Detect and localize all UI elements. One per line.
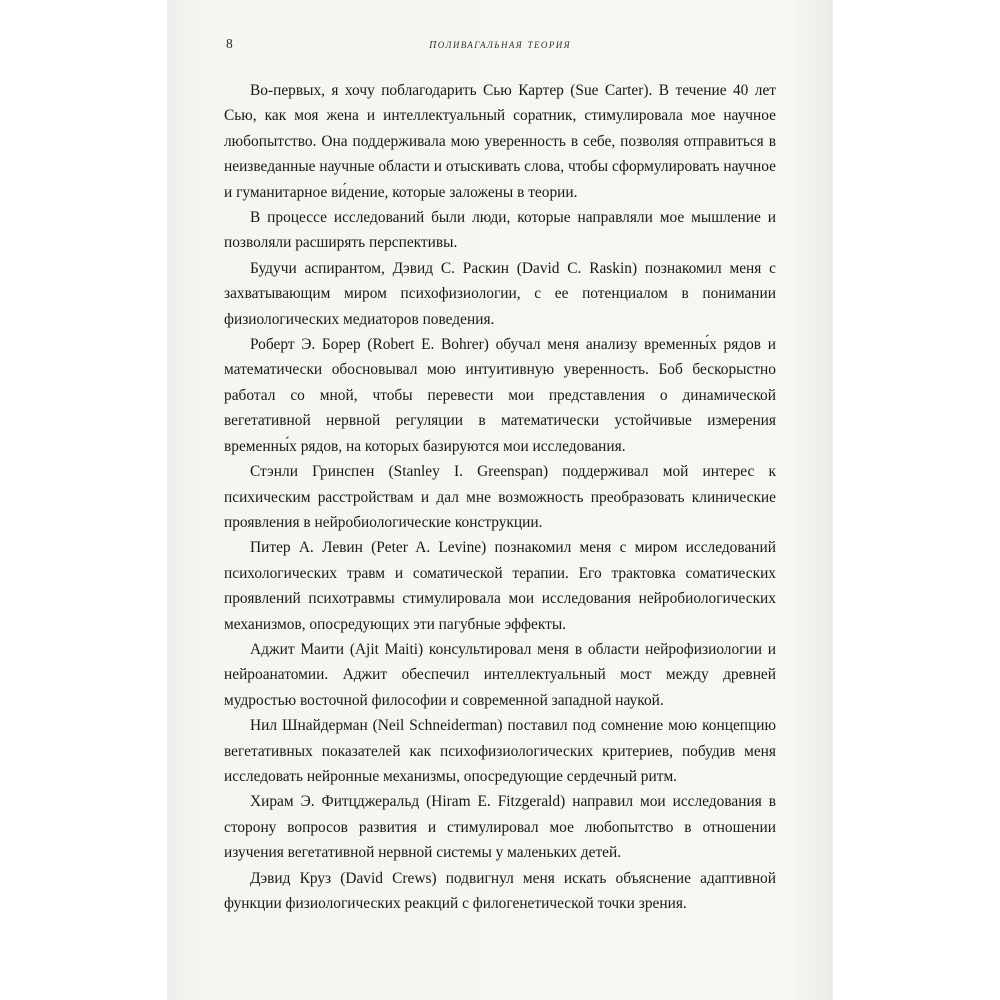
paragraph: Аджит Маити (Ajit Maiti) консультировал меня в области нейрофизиологии и нейроанатомии. Аджит обеспечил интеллектуальный мост между древней мудростью восточной философии и современной западной наукой. (224, 640, 776, 709)
paragraph: Питер А. Левин (Peter A. Levine) познакомил меня с миром исследований психологических травм и соматической терапии. Его трактовка соматических проявлений психотравмы стимулировала мои исследования нейробиологических механизмов, опосредующих эти пагубные эффекты. (224, 539, 776, 633)
paragraph: Стэнли Гринспен (Stanley I. Greenspan) поддерживал мой интерес к психическим расстройствам и дал мне возможность преобразовать клинические проявления в нейробиологические конструкции. (224, 463, 776, 531)
paragraph: Нил Шнайдерман (Neil Schneiderman) поставил под сомнение мою концепцию вегетативных показателей как психофизиологических критериев, побудив меня исследовать нейронные механизмы, опосредующие сердечный ритм. (224, 717, 776, 785)
paragraph: Будучи аспирантом, Дэвид С. Раскин (David C. Raskin) познакомил меня с захватывающим миром психофизиологии, с ее потенциалом в понимании физиологических медиаторов поведения. (224, 259, 776, 328)
running-head (168, 36, 832, 54)
body-text (224, 78, 776, 916)
paragraph: Во-первых, я хочу поблагодарить Сью Картер (Sue Carter). В течение 40 лет Сью, как моя жена и интеллектуальный соратник, стимулировала мое научное любопытство. Она поддерживала мою уверенность в себе, позволяя отправиться в неизведанные научные области и отыскивать слова, чтобы сформулировать научное и гуманитарное ви́дение, которые заложены в теории. (224, 82, 776, 201)
page-number: 8 (226, 36, 233, 51)
paragraph: Хирам Э. Фитцджеральд (Hiram E. Fitzgerald) направил мои исследования в сторону вопросов развития и стимулировал мое любопытство в отношении изучения вегетативной нервной системы у маленьких детей. (224, 793, 776, 862)
paragraph: Роберт Э. Борер (Robert E. Bohrer) обучал меня анализу временны́х рядов и математически обосновывал мою интуитивную уверенность. Боб бескорыстно работал со мной, чтобы перевести мои представления о динамической вегетативной нервной регуляции в математически устойчивые измерения временны́х рядов, на которых базируются мои исследования. (224, 336, 776, 455)
page-sheet (168, 0, 832, 1000)
paragraph: В процессе исследований были люди, которые направляли мое мышление и позволяли расширять перспективы. (224, 209, 776, 252)
paragraph: Дэвид Круз (David Crews) подвигнул меня искать объяснение адаптивной функции физиологических реакций с филогенетической точки зрения. (224, 869, 776, 912)
book-title-header: поливагальная теория (429, 36, 571, 52)
